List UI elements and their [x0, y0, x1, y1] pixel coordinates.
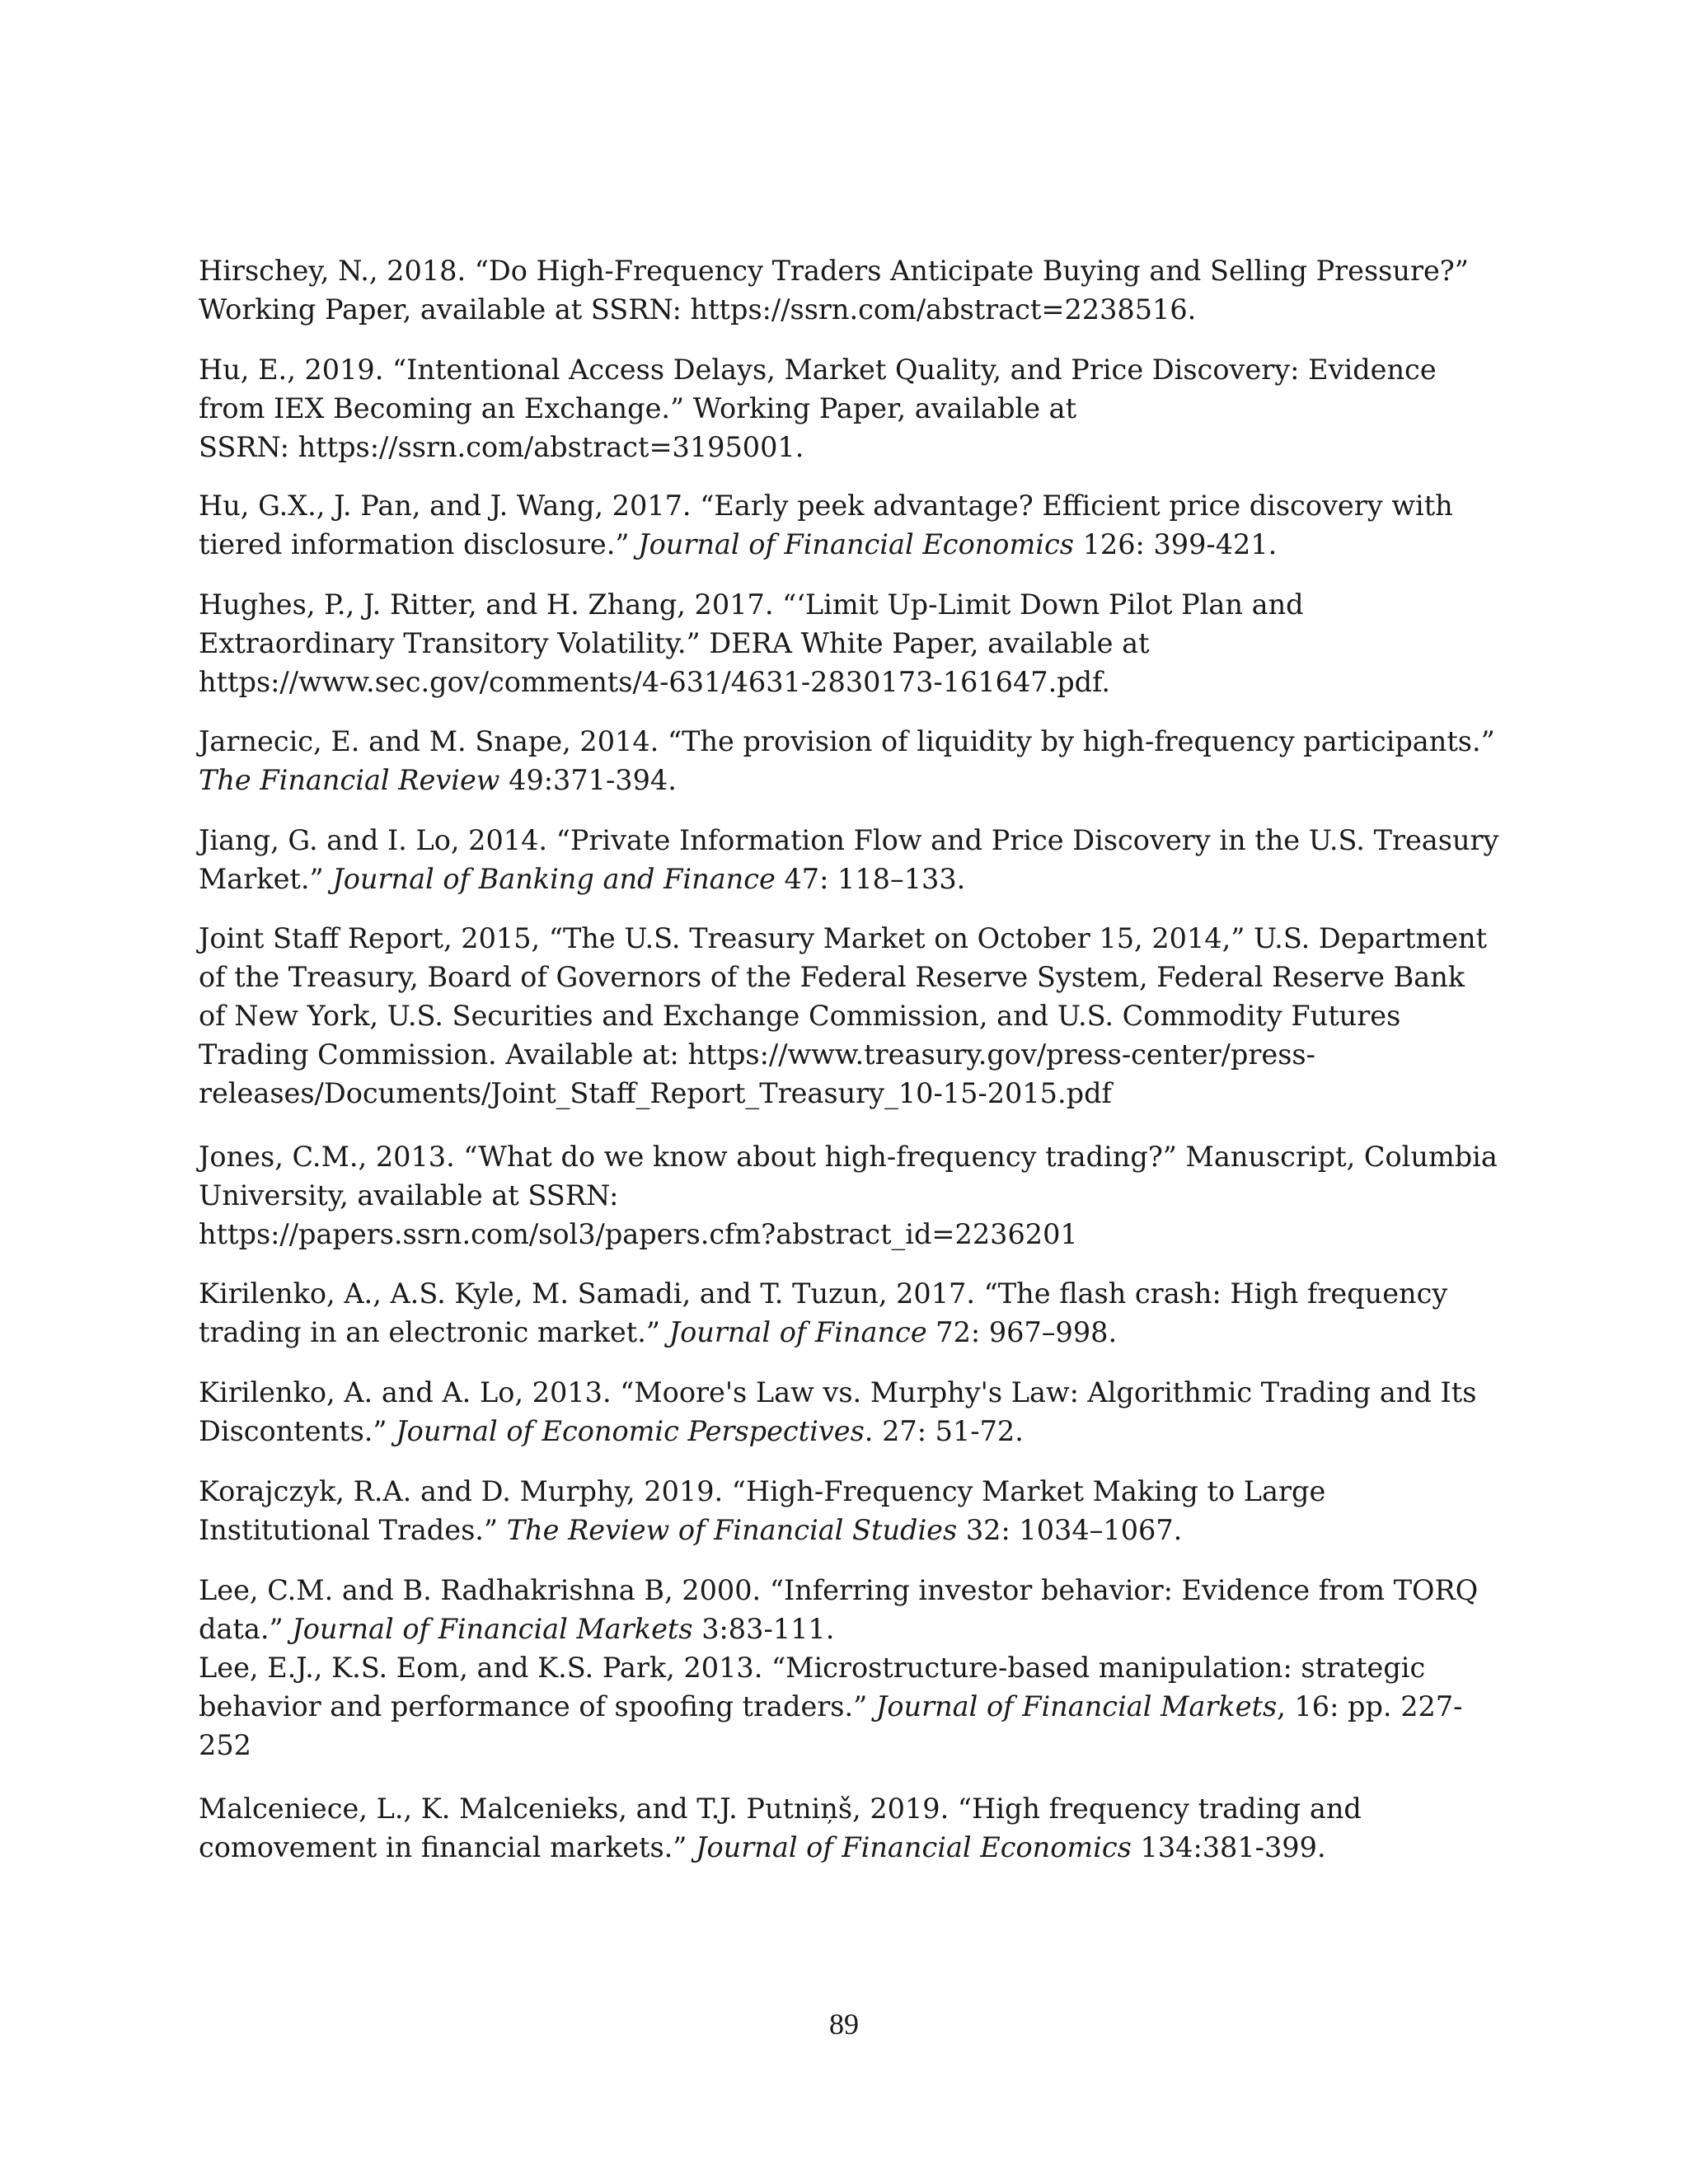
reference-entry: [199, 1571, 1493, 1765]
reference-line: [199, 1412, 1493, 1451]
reference-text: Jarnecic, E. and M. Snape, 2014. “The provision of liquidity by high-frequency participants.”: [199, 725, 1495, 757]
reference-text: Institutional Trades.”: [199, 1514, 507, 1546]
reference-line: [199, 290, 1493, 329]
reference-line: [199, 1313, 1493, 1352]
reference-text: Kirilenko, A., A.S. Kyle, M. Samadi, and T. Tuzun, 2017. “The flash crash: High frequency: [199, 1277, 1448, 1310]
reference-entry: [199, 1472, 1493, 1549]
reference-entry: [199, 251, 1493, 329]
reference-entry: [199, 1137, 1498, 1254]
reference-entry: [199, 821, 1499, 898]
reference-text: SSRN: https://ssrn.com/abstract=3195001.: [199, 431, 804, 463]
reference-line: [199, 1828, 1493, 1867]
reference-line: [199, 350, 1493, 389]
reference-line: [199, 1035, 1493, 1074]
reference-text: Jiang, G. and I. Lo, 2014. “Private Information Flow and Price Discovery in the U.S. Treasury: [199, 824, 1499, 856]
reference-text: 134:381-399.: [1131, 1831, 1326, 1863]
reference-line: [199, 1074, 1493, 1113]
reference-text: 72: 967–998.: [926, 1316, 1118, 1348]
journal-title: Journal of Banking and Finance: [332, 863, 776, 895]
reference-text: comovement in financial markets.”: [199, 1831, 696, 1863]
reference-line: [199, 585, 1493, 624]
reference-text: tiered information disclosure.”: [199, 528, 639, 560]
reference-text: Market.”: [199, 863, 333, 895]
page-number: 89: [829, 2008, 859, 2041]
reference-line: [199, 1472, 1493, 1511]
reference-text: Lee, E.J., K.S. Eom, and K.S. Park, 2013. “Microstructure-based manipulation: strategic: [199, 1652, 1426, 1684]
reference-line: [199, 1648, 1493, 1687]
journal-title: Journal of Financial Markets: [875, 1690, 1278, 1722]
reference-entry: [199, 919, 1493, 1113]
reference-text: Hu, G.X., J. Pan, and J. Wang, 2017. “Early peek advantage? Efficient price discovery with: [199, 490, 1453, 522]
reference-entry: [199, 486, 1493, 564]
reference-line: [199, 821, 1499, 860]
reference-text: . 27: 51-72.: [864, 1415, 1024, 1447]
reference-line: [199, 722, 1493, 761]
journal-title: Journal of Financial Economics: [696, 1831, 1132, 1863]
reference-text: University, available at SSRN:: [199, 1179, 619, 1212]
journal-title: Journal of Financial Economics: [638, 528, 1074, 560]
reference-line: [199, 1215, 1493, 1254]
reference-line: [199, 663, 1493, 701]
reference-text: data.”: [199, 1613, 293, 1645]
reference-text: Extraordinary Transitory Volatility.” DERA White Paper, available at: [199, 627, 1150, 659]
reference-line: [199, 525, 1493, 564]
reference-line: [199, 1571, 1493, 1610]
reference-line: [199, 389, 1493, 428]
reference-entry: [199, 722, 1493, 799]
reference-text: Lee, C.M. and B. Radhakrishna B, 2000. “Inferring investor behavior: Evidence from TORQ: [199, 1574, 1479, 1606]
reference-text: Hu, E., 2019. “Intentional Access Delays, Market Quality, and Price Discovery: Evidence: [199, 354, 1437, 386]
reference-text: 3:83-111.: [692, 1613, 835, 1645]
reference-entry: [199, 350, 1493, 466]
reference-text: 47: 118–133.: [775, 863, 966, 895]
reference-line: [199, 996, 1493, 1035]
reference-line: [199, 1274, 1493, 1313]
journal-title: Journal of Economic Perspectives: [396, 1415, 865, 1447]
reference-text: Hirschey, N., 2018. “Do High-Frequency Traders Anticipate Buying and Selling Pressure?”: [199, 255, 1469, 287]
reference-text: releases/Documents/Joint_Staff_Report_Treasury_10-15-2015.pdf: [199, 1077, 1112, 1109]
reference-line: [199, 1511, 1493, 1549]
reference-text: Malceniece, L., K. Malcenieks, and T.J. Putniņš, 2019. “High frequency trading and: [199, 1793, 1362, 1825]
reference-text: https://papers.ssrn.com/sol3/papers.cfm?abstract_id=2236201: [199, 1218, 1078, 1250]
reference-line: [199, 761, 1493, 799]
reference-text: Kirilenko, A. and A. Lo, 2013. “Moore's Law vs. Murphy's Law: Algorithmic Trading and Its: [199, 1376, 1477, 1408]
reference-text: 126: 399-421.: [1073, 528, 1278, 560]
reference-text: Working Paper, available at SSRN: https://ssrn.com/abstract=2238516.: [199, 293, 1197, 326]
reference-text: Korajczyk, R.A. and D. Murphy, 2019. “High-Frequency Market Making to Large: [199, 1475, 1326, 1507]
reference-text: 252: [199, 1729, 251, 1761]
reference-line: [199, 624, 1493, 663]
reference-text: 49:371-394.: [499, 764, 677, 796]
reference-text: https://www.sec.gov/comments/4-631/4631-2830173-161647.pdf.: [199, 666, 1110, 698]
reference-line: [199, 1137, 1498, 1176]
reference-text: Joint Staff Report, 2015, “The U.S. Treasury Market on October 15, 2014,” U.S. Department: [199, 922, 1488, 954]
reference-text: Discontents.”: [199, 1415, 396, 1447]
reference-text: from IEX Becoming an Exchange.” Working Paper, available at: [199, 392, 1077, 424]
reference-line: [199, 486, 1493, 525]
reference-text: Hughes, P., J. Ritter, and H. Zhang, 2017. “‘Limit Up-Limit Down Pilot Plan and: [199, 588, 1304, 621]
reference-line: [199, 1789, 1493, 1828]
reference-entry: [199, 585, 1493, 701]
reference-line: [199, 251, 1493, 290]
reference-line: [199, 919, 1493, 958]
reference-entry: [199, 1789, 1493, 1867]
reference-line: [199, 1610, 1493, 1648]
reference-line: [199, 860, 1493, 898]
reference-text: Trading Commission. Available at: https://www.treasury.gov/press-center/press-: [199, 1038, 1315, 1071]
journal-title: Journal of Finance: [668, 1316, 927, 1348]
journal-title: Journal of Financial Markets: [292, 1613, 693, 1645]
reference-text: 32: 1034–1067.: [957, 1514, 1183, 1546]
reference-entry: [199, 1373, 1493, 1451]
journal-title: The Review of Financial Studies: [506, 1514, 958, 1546]
reference-line: [199, 428, 1493, 466]
reference-entry: [199, 1274, 1493, 1352]
reference-text: Jones, C.M., 2013. “What do we know about high-frequency trading?” Manuscript, Columbia: [199, 1141, 1498, 1173]
reference-text: of New York, U.S. Securities and Exchange Commission, and U.S. Commodity Futures: [199, 1000, 1401, 1032]
reference-text: of the Treasury, Board of Governors of the Federal Reserve System, Federal Reserve Bank: [199, 961, 1465, 993]
reference-line: [199, 1687, 1493, 1726]
reference-text: behavior and performance of spoofing traders.”: [199, 1690, 876, 1722]
reference-line: [199, 958, 1493, 996]
reference-line: [199, 1726, 1493, 1765]
journal-title: The Financial Review: [199, 764, 500, 796]
reference-text: , 16: pp. 227-: [1277, 1690, 1463, 1722]
reference-line: [199, 1373, 1493, 1412]
reference-line: [199, 1176, 1493, 1215]
reference-text: trading in an electronic market.”: [199, 1316, 669, 1348]
